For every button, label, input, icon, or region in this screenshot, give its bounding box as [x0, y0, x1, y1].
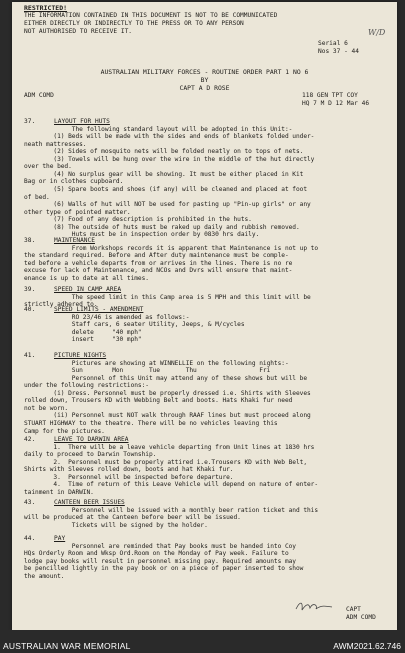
section-heading: SPEED LIMITS - AMENDMENT	[54, 306, 144, 313]
signature-scribble	[294, 599, 334, 613]
section-line: The speed limit in this Camp area is 5 MPH and this limit will be	[24, 293, 311, 301]
section-line: Huts must be in inspection order by 0830 hrs daily.	[24, 231, 260, 239]
security-notice-line-2: EITHER DIRECTLY OR INDIRECTLY TO THE PRESS OR TO ANY PERSON	[24, 20, 244, 27]
section-line: Sun Mon Tue Thu Fri	[24, 367, 271, 375]
document-page	[12, 2, 397, 630]
signature-rank: CAPT	[346, 606, 361, 613]
order-title-by: BY	[200, 76, 209, 84]
section-number: 38.	[24, 237, 36, 244]
restricted-stamp: RESTRICTED!	[24, 4, 68, 12]
order-title: AUSTRALIAN MILITARY FORCES - ROUTINE ORDER PART 1 NO 6	[100, 68, 309, 76]
section-line: From Workshops records it is apparent that Maintenance is not up to	[24, 244, 319, 252]
serial-number: Serial 6	[318, 40, 348, 47]
section-line: (8) The outside of huts must be raked up daily and rubbish removed.	[24, 223, 300, 231]
section-number: 39.	[24, 286, 36, 293]
section-line: excuse for lack of Maintenance, and NCOs and Dvrs will ensure that maint-	[24, 267, 293, 275]
section-line: Personnel of this Unit may attend any of these shows but will be	[24, 374, 307, 382]
signature-role: ADM COMD	[346, 614, 376, 621]
handwritten-annotation: W/D	[368, 28, 386, 37]
section-line: (1) Beds will be made with the sides and ends of blankets folded under-	[24, 133, 315, 141]
section-heading: MAINTENANCE	[54, 237, 95, 244]
section-number: 44.	[24, 535, 36, 542]
section-number: 43.	[24, 499, 36, 506]
unit-name: 118 GEN TPT COY	[302, 92, 358, 99]
security-notice-line-3: NOT AUTHORISED TO RECEIVE IT.	[24, 28, 133, 35]
section-line: (i) Dress. Personnel must be properly dressed i.e. Shirts with Sleeves	[24, 389, 311, 397]
section-line: will be produced at the Canteen before beer will be issued.	[24, 514, 241, 522]
section-heading: LAYOUT FOR HUTS	[54, 118, 110, 125]
section-heading: SPEED IN CAMP AREA	[54, 286, 122, 293]
hq-date: HQ 7 M D 12 Mar 46	[302, 100, 370, 107]
section-line: Staff cars, 6 seater Utility, Jeeps, & M/cycles	[24, 321, 245, 329]
section-line: other type of pointed matter.	[24, 208, 131, 216]
section-heading: PICTURE NIGHTS	[54, 352, 107, 359]
section-line: Bag or in clothes cupboard.	[24, 178, 124, 186]
section-number: 37.	[24, 118, 36, 125]
section-line: Personnel are reminded that Pay books must be handed into Coy	[24, 542, 296, 550]
section-line: strictly adhered to.	[24, 301, 98, 309]
section-line: 4. Time of return of this Leave Vehicle will depend on nature of enter-	[24, 481, 319, 489]
section-line: The following standard layout will be adopted in this Unit:-	[24, 125, 293, 133]
section-heading: LEAVE TO DARWIN AREA	[54, 436, 129, 443]
section-line: under the following restrictions:-	[24, 382, 149, 390]
section-line: (5) Spare boots and shoes (if any) will be cleaned and placed at foot	[24, 185, 307, 193]
order-issuer: CAPT A D ROSE	[179, 84, 230, 92]
section-line: 3. Personnel will be inspected before departure.	[24, 473, 234, 481]
section-line: rolled down, Trousers KD with Webbing Belt and boots. Hats Khaki fur need	[24, 397, 293, 405]
section-line: 1. There will be a leave vehicle departing from Unit lines at 1830 hrs	[24, 443, 315, 451]
section-line: Shirts with Sleeves rolled down, boots and hat Khaki fur.	[24, 466, 234, 474]
section-line: Pictures are showing at WINNELLIE on the following nights:-	[24, 359, 289, 367]
section-line: the standard required. Before and After duty maintenance must be comple-	[24, 252, 289, 260]
section-line: (4) No surplus gear will be showing. It must be either placed in Kit	[24, 170, 304, 178]
section-line: (6) Walls of hut will NOT be used for pasting up "Pin-up girls" or any	[24, 201, 311, 209]
section-line: Personnel will be issued with a monthly beer ration ticket and this	[24, 506, 319, 514]
section-line: insert "30 mph"	[24, 336, 142, 344]
section-line: Camp for the pictures.	[24, 427, 105, 435]
order-numbers: Nos 37 - 44	[318, 48, 359, 55]
section-number: 42.	[24, 436, 36, 443]
section-number: 40.	[24, 306, 36, 313]
section-line: the amount.	[24, 572, 65, 580]
adm-comd-label: ADM COMD	[24, 92, 54, 99]
section-line: 2. Personnel must be properly attired i.e.Trousers KD with Web Belt,	[24, 458, 307, 466]
section-line: delete "40 mph"	[24, 328, 142, 336]
section-line: of bed.	[24, 193, 50, 201]
section-line: RO 23/46 is amended as follows:-	[24, 313, 190, 321]
section-line: Tickets will be signed by the holder.	[24, 521, 208, 529]
section-heading: CANTEEN BEER ISSUES	[54, 499, 125, 506]
section-line: be pencilled lightly in the pay book or on a piece of paper inserted to show	[24, 565, 304, 573]
archive-name: AUSTRALIAN WAR MEMORIAL	[3, 641, 131, 651]
section-number: 41.	[24, 352, 36, 359]
section-line: STUART HIGHWAY to the theatre. There will be no vehicles leaving this	[24, 419, 278, 427]
archive-reference: AWM2021.62.746	[333, 641, 401, 651]
security-notice-line-1: THE INFORMATION CONTAINED IN THIS DOCUMENT IS NOT TO BE COMMUNICATED	[24, 12, 278, 19]
section-line: (3) Towels will be hung over the wire in the middle of the hut directly	[24, 155, 315, 163]
section-line: tainment in DARWIN.	[24, 488, 94, 496]
section-line: HQs Orderly Room and Wksp Ord.Room on the Monday of Pay week. Failure to	[24, 550, 289, 558]
section-line: ted before a vehicle departs from or arrives in the lines. There is no re	[24, 259, 293, 267]
section-line: (2) Sides of mosquito nets will be folded neatly on to tops of nets.	[24, 148, 304, 156]
section-line: over the bed.	[24, 163, 72, 171]
section-line: not be worn.	[24, 404, 69, 412]
section-line: neath mattresses.	[24, 140, 87, 148]
section-line: (ii) Personnel must NOT walk through RAAF lines but must proceed along	[24, 412, 311, 420]
section-line: lodge pay books will result in personnel missing pay. Required amounts may	[24, 557, 296, 565]
section-line: daily to proceed to Darwin Township.	[24, 451, 157, 459]
section-line: (7) Food of any description is prohibited in the huts.	[24, 216, 252, 224]
section-heading: PAY	[54, 535, 66, 542]
section-line: enance is up to date at all times.	[24, 274, 149, 282]
